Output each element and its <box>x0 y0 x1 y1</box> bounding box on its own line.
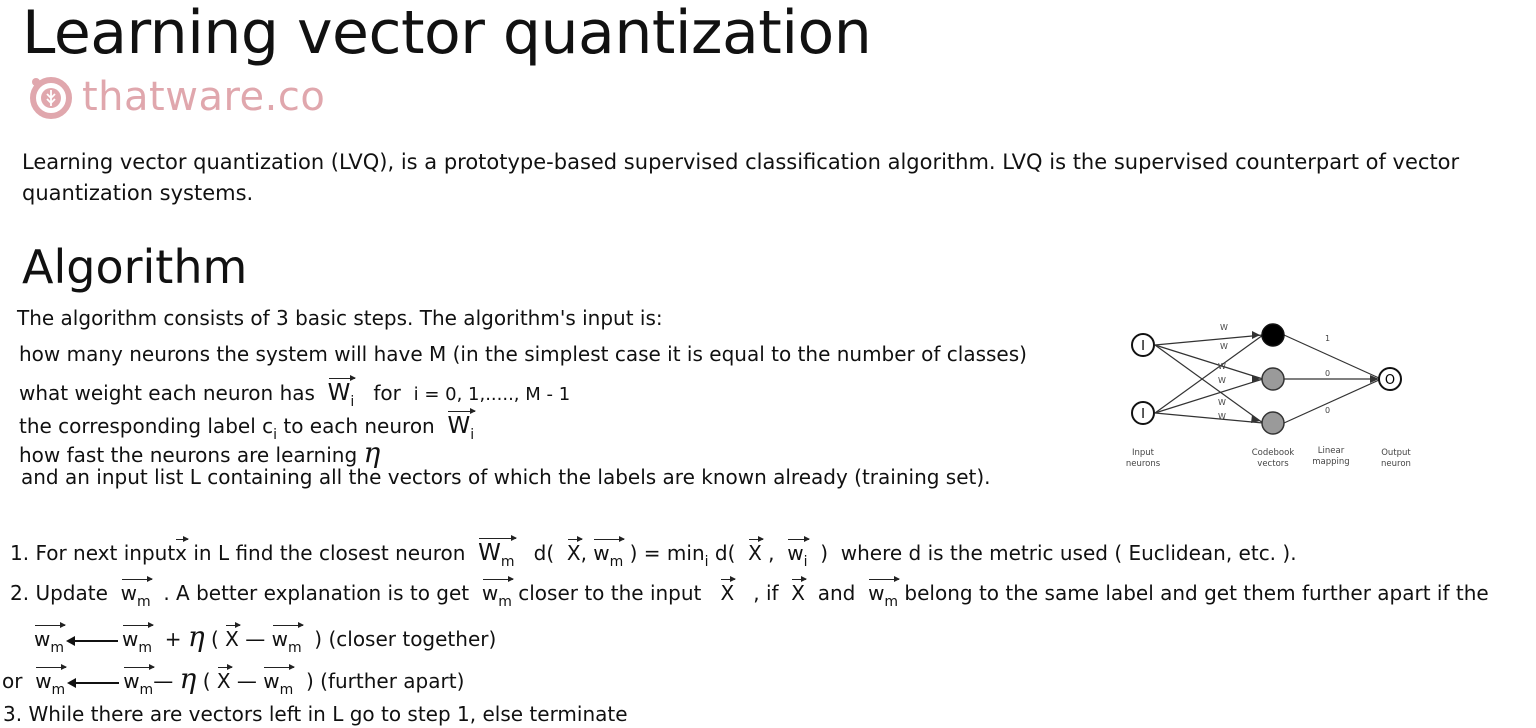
vector-X: X <box>720 575 734 605</box>
output-neuron-label: O <box>1384 373 1396 388</box>
step-3: 3. While there are vectors left in L go to step 1, else terminate <box>3 702 628 726</box>
weight-label: W <box>1220 342 1228 351</box>
or-text: or <box>2 669 23 693</box>
eta-symbol: η <box>363 436 381 469</box>
step-1-text-a: 1. For next input <box>10 541 176 565</box>
eta-symbol: η <box>187 620 205 653</box>
weights-text: what weight each neuron has <box>19 381 315 405</box>
step-2-text-b: . A better explanation is to get <box>163 581 470 605</box>
codebook-node-3 <box>1262 412 1284 434</box>
caption-output-neuron: Output neuron <box>1381 448 1411 469</box>
weight-label: W <box>1218 412 1226 421</box>
weight-label: W <box>1218 362 1226 371</box>
weight-vector-wi-2: $W_i$ <box>447 407 474 443</box>
input-vector-x: x <box>175 535 187 565</box>
vector-wm: $w_m$ <box>868 575 898 610</box>
vector-wi: $w_i$ <box>787 535 807 570</box>
caption-input-neurons: Input neurons <box>1125 448 1161 469</box>
rate-text: how fast the neurons are learning <box>19 443 358 467</box>
caption-codebook-vectors: Codebook vectors <box>1251 448 1295 469</box>
for-text: for <box>373 381 401 405</box>
step-2-text-f: belong to the same label and get them further apart if the <box>904 581 1489 605</box>
index-range: i = 0, 1,....., M - 1 <box>413 384 571 405</box>
vector-wm: $w_m$ <box>34 621 64 656</box>
min-subscript: i <box>704 554 709 570</box>
logo-text: thatware.co <box>82 74 326 120</box>
distance-fn: d( <box>533 541 555 565</box>
wheat-ring-icon <box>26 74 76 120</box>
vector-wm: $w_m$ <box>35 663 65 698</box>
weight-label: W <box>1218 376 1226 385</box>
vector-X: X <box>217 663 231 693</box>
lvq-network-diagram <box>1100 315 1420 485</box>
input-line-weights <box>19 374 570 410</box>
logo <box>26 74 325 120</box>
equals-min: ) = min <box>629 541 705 565</box>
assign-arrow-icon <box>68 640 118 642</box>
vector-wm: $w_m$ <box>123 663 153 698</box>
step-2 <box>10 575 1489 610</box>
step-1-text-b: in L find the closest neuron <box>193 541 466 565</box>
vector-wm: $w_m$ <box>482 575 512 610</box>
vector-X: X <box>567 535 581 565</box>
codebook-node-1 <box>1262 324 1284 346</box>
mapping-label: 0 <box>1325 406 1331 415</box>
step-2-text-e: and <box>817 581 856 605</box>
update-rule-further: or $w_m$ $w_m—$ η ( X — $w_m$ ) (further apart) <box>2 662 465 698</box>
vector-wm: $w_m$ <box>121 575 151 610</box>
step-1: 1. For next inputx in L find the closest neuron $W_m$ d( X, $w_m$ ) = $\min_i d$( X , $w_i$ ) where d is the metric used ( Euclidean, etc. ). <box>10 534 1297 570</box>
vector-X-2: X <box>748 535 762 565</box>
input-line-neurons: how many neurons the system will have M (in the simplest case it is equal to the number of classes) <box>19 342 1027 366</box>
step-2-text-c: closer to the input <box>518 581 702 605</box>
vector-wm: $w_m$ <box>263 663 293 698</box>
labels-mid-text: to each neuron <box>283 414 435 438</box>
weight-label: W <box>1218 398 1226 407</box>
winner-vector-wm: $W_m$ <box>478 534 514 570</box>
distance-fn-2: d( <box>714 541 736 565</box>
eta-symbol: η <box>179 662 197 695</box>
closer-together-text: ) (closer together) <box>314 627 497 651</box>
mapping-label: 0 <box>1325 369 1331 378</box>
further-apart-text: ) (further apart) <box>306 669 465 693</box>
label-ci: $c_i$ <box>262 414 277 443</box>
mapping-label: 1 <box>1325 334 1331 343</box>
step-2-text-d: , if <box>753 581 779 605</box>
algorithm-lead: The algorithm consists of 3 basic steps. The algorithm's input is: <box>17 306 663 330</box>
input-neuron-1-label: I <box>1141 339 1145 354</box>
codebook-node-2 <box>1262 368 1284 390</box>
vector-X: X <box>225 621 239 651</box>
vector-wm: $w_m$ <box>593 535 623 570</box>
page-title: Learning vector quantization <box>22 0 872 68</box>
input-line-training-set: and an input list L containing all the vectors of which the labels are known already (training set). <box>21 465 991 489</box>
intro-paragraph: Learning vector quantization (LVQ), is a prototype-based supervised classification algorithm. LVQ is the supervised counterpart of vector quantization systems. <box>22 150 1460 205</box>
update-rule-closer: $w_m$ $w_m + \eta$ ( X — $w_m$ ) (closer together) <box>34 620 497 656</box>
algorithm-heading: Algorithm <box>22 240 248 294</box>
vector-wm: $w_m$ <box>272 621 302 656</box>
assign-arrow-icon <box>69 682 119 684</box>
input-neuron-2-label: I <box>1141 407 1145 422</box>
weight-label: W <box>1220 323 1228 332</box>
step-2-text-a: 2. Update <box>10 581 108 605</box>
step-1-text-c: where d is the metric used ( Euclidean, etc. ). <box>840 541 1297 565</box>
caption-linear-mapping: Linear mapping <box>1312 446 1350 467</box>
vector-X: X <box>791 575 805 605</box>
vector-wm: $w_m$ <box>122 621 152 656</box>
weight-vector-wi: $W_i$ <box>328 374 355 410</box>
labels-text: the corresponding label <box>19 414 256 438</box>
